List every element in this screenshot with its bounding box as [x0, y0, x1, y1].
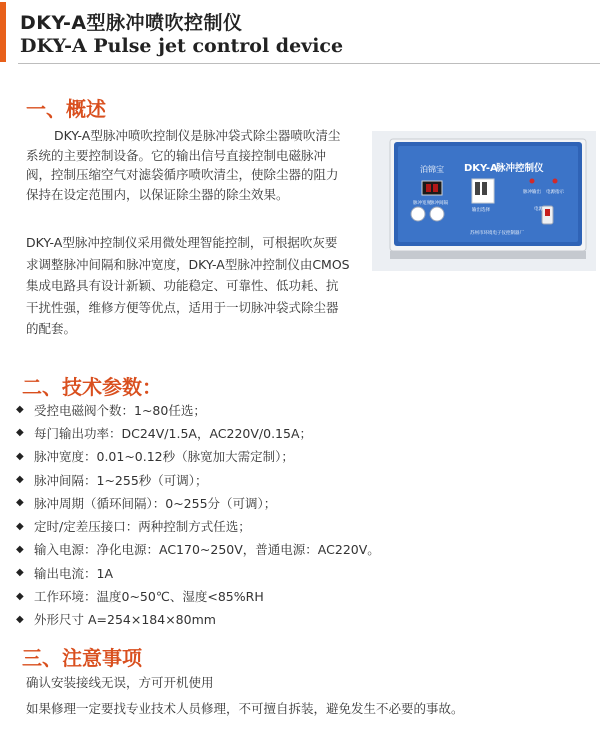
diamond-bullet-icon: ◆	[16, 497, 24, 509]
list-item: ◆ 受控电磁阀个数：1~80任选；	[16, 402, 206, 418]
switch-label: 电源	[534, 207, 543, 212]
knob-label: 脉冲间隔	[430, 201, 448, 206]
list-item: ◆ 工作环境：温度0~50℃、湿度<85%RH	[16, 589, 264, 605]
overview-line: 干扰性强，维修方便等优点，适用于一切脉冲袋式除尘器	[26, 299, 339, 315]
overview-line: 系统的主要控制设备。它的输出信号直接控制电磁脉冲	[26, 147, 327, 163]
device-side	[390, 251, 586, 259]
list-item: ◆ 脉冲周期（循环间隔）：0~255分（可调）；	[16, 495, 277, 511]
list-item: ◆ 外形尺寸 A=254×184×80mm	[16, 612, 216, 628]
device-name: 脉冲控制仪	[496, 163, 544, 174]
diamond-bullet-icon: ◆	[16, 427, 24, 439]
knob-label: 脉冲宽度	[413, 201, 431, 206]
diamond-bullet-icon: ◆	[16, 520, 24, 532]
pulse-interval-knob	[430, 207, 444, 221]
header-divider	[18, 63, 600, 64]
note-line-1: 确认安装接线无误，方可开机使用	[26, 675, 214, 690]
diamond-bullet-icon: ◆	[16, 404, 24, 416]
diamond-bullet-icon: ◆	[16, 543, 24, 555]
overview-line: DKY-A型脉冲控制仪采用微处理智能控制，可根据吹灰要	[26, 235, 338, 250]
list-item: ◆ 每门输出功率：DC24V/1.5A，AC220V/0.15A；	[16, 425, 313, 441]
list-item: ◆ 定时/定差压接口：两种控制方式任选；	[16, 519, 251, 535]
note-line-2: 如果修理一定要找专业技术人员修理，不可擅自拆装，避免发生不必要的事故。	[26, 701, 464, 716]
pulse-output-led	[530, 179, 535, 184]
page-header	[0, 0, 600, 66]
overview-line: 集成电路具有设计新颖、功能稳定、可靠性、低功耗、抗	[26, 278, 339, 293]
overview-paragraph-2	[26, 232, 372, 340]
pulse-width-knob	[411, 207, 425, 221]
title-chinese: DKY-A型脉冲喷吹控制仪	[20, 12, 243, 34]
overview-line: 的配套。	[26, 321, 77, 336]
diamond-bullet-icon: ◆	[16, 474, 24, 486]
diamond-bullet-icon: ◆	[16, 613, 24, 625]
led-label: 电源指示	[546, 190, 564, 195]
display-digit	[426, 184, 431, 192]
device-display	[422, 181, 442, 195]
diamond-bullet-icon: ◆	[16, 450, 24, 462]
device-brand: 泊锦宝	[420, 165, 444, 174]
device-company: 苏州市环境电子仪控制器厂	[470, 231, 524, 236]
device-photo	[372, 131, 596, 271]
display-digit	[433, 184, 438, 192]
overview-line: DKY-A型脉冲喷吹控制仪是脉冲袋式除尘器喷吹清尘	[54, 128, 341, 143]
switch-label: 输出选择	[472, 208, 490, 213]
list-item: ◆ 输入电源：净化电源：AC170~250V，普通电源：AC220V。	[16, 542, 380, 558]
overview-heading: 一、概述	[26, 97, 106, 121]
overview-line: 阀，控制压缩空气对滤袋循序喷吹清尘，使除尘器的阻力	[26, 167, 339, 182]
tech-heading: 二、技术参数：	[22, 375, 162, 399]
diamond-bullet-icon: ◆	[16, 567, 24, 579]
selector-switch	[482, 182, 487, 195]
power-led	[553, 179, 558, 184]
power-switch-rocker	[545, 209, 550, 216]
list-item: ◆ 输出电流：1A	[16, 565, 114, 581]
list-item: ◆ 脉冲宽度：0.01~0.12秒（脉宽加大需定制）；	[16, 449, 294, 465]
device-model: DKY-A	[464, 163, 498, 174]
list-item: ◆ 脉冲间隔：1~255秒（可调）；	[16, 472, 208, 488]
diamond-bullet-icon: ◆	[16, 590, 24, 602]
overview-paragraph-1	[26, 126, 362, 204]
overview-line: 求调整脉冲间隔和脉冲宽度，DKY-A型脉冲控制仪由CMOS	[26, 256, 350, 272]
selector-switch	[475, 182, 480, 195]
title-english: DKY-A Pulse jet control device	[20, 35, 344, 57]
tech-params-list	[16, 398, 476, 631]
notes-heading: 三、注意事项	[22, 646, 142, 670]
led-label: 脉冲输出	[523, 190, 541, 195]
overview-line: 保持在设定范围内，以保证除尘器的除尘效果。	[26, 186, 289, 202]
header-accent-bar	[0, 2, 6, 62]
